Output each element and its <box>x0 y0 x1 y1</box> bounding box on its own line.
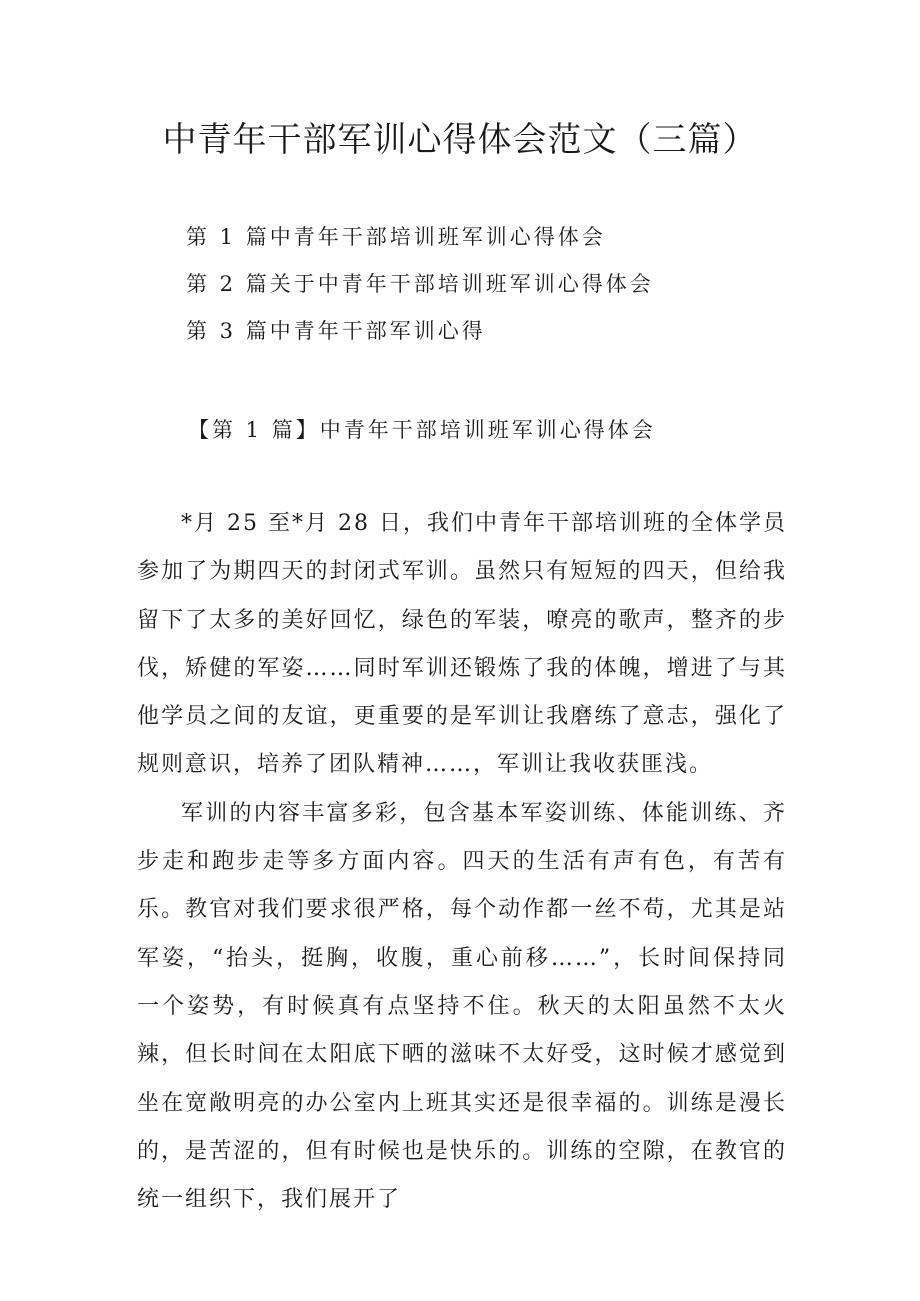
toc-item-3: 第 3 篇中青年干部军训心得 <box>186 319 486 343</box>
table-of-contents <box>186 220 654 361</box>
toc-item-2: 第 2 篇关于中青年干部培训班军训心得体会 <box>186 272 654 296</box>
paragraph-2: 军训的内容丰富多彩，包含基本军姿训练、体能训练、齐步走和跑步走等多方面内容。四天的生活有声有色，有苦有乐。教官对我们要求很严格，每个动作都一丝不苟，尤其是站军姿，“抬头，挺胸，收腹，重心前移……”，长时间保持同一个姿势，有时候真有点坚持不住。秋天的太阳虽然不太火辣，但长时间在太阳底下晒的滋味不太好受，这时候才感觉到坐在宽敞明亮的办公室内上班其实还是很幸福的。训练是漫长的，是苦涩的，但有时候也是快乐的。训练的空隙，在教官的统一组织下，我们展开了 <box>137 800 787 1213</box>
section-body <box>137 500 787 1224</box>
section-heading: 【第 1 篇】中青年干部培训班军训心得体会 <box>188 418 656 442</box>
toc-item-1: 第 1 篇中青年干部培训班军训心得体会 <box>186 225 606 249</box>
paragraph-1: *月 25 至*月 28 日，我们中青年干部培训班的全体学员参加了为期四天的封闭式军训。虽然只有短短的四天，但给我留下了太多的美好回忆，绿色的军装，嘹亮的歌声，整齐的步伐，矫健的军姿……同时军训还锻炼了我的体魄，增进了与其他学员之间的友谊，更重要的是军训让我磨练了意志，强化了规则意识，培养了团队精神……，军训让我收获匪浅。 <box>137 511 787 778</box>
document-title: 中青年干部军训心得体会范文（三篇） <box>162 120 758 160</box>
